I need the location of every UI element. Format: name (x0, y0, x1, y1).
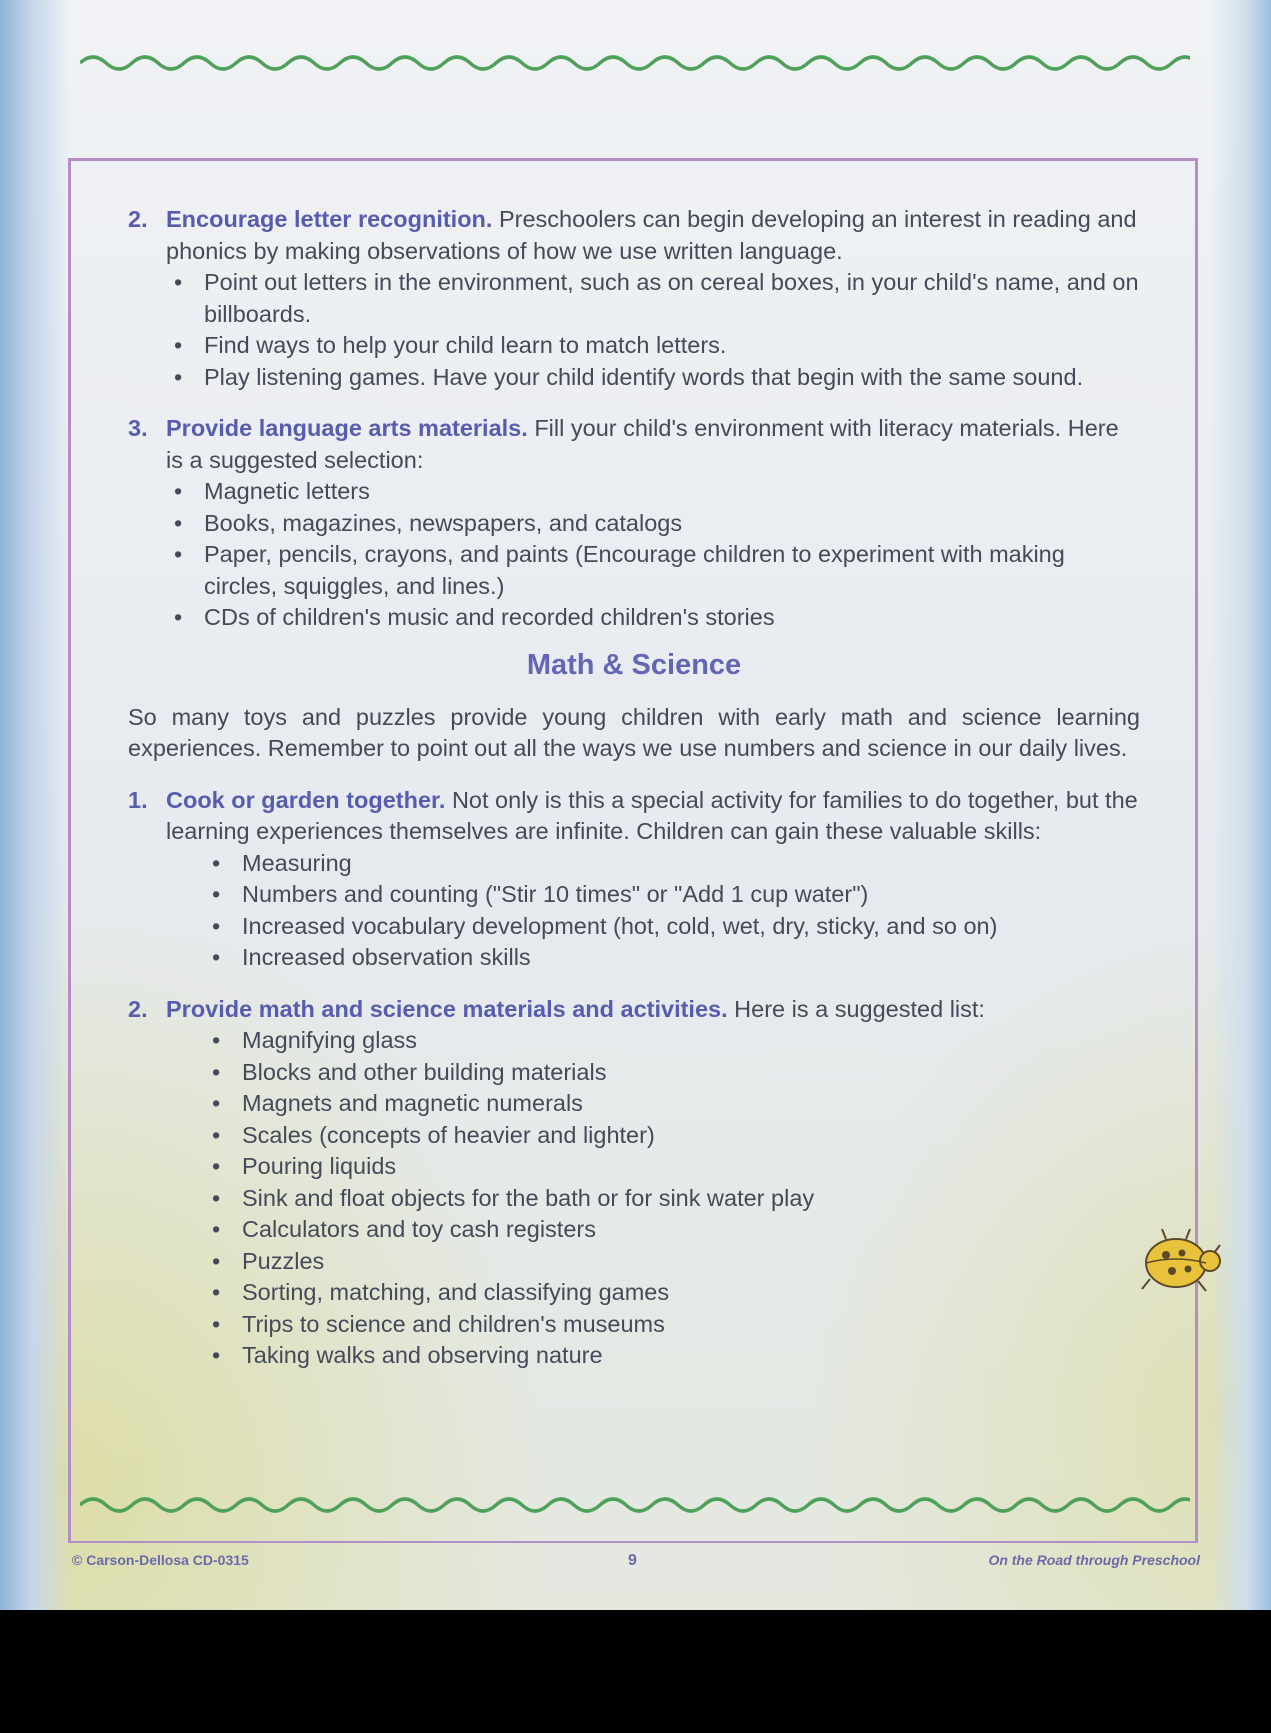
item-lead: Encourage letter recognition. (166, 206, 493, 232)
item-lead: Cook or garden together. (166, 786, 446, 813)
bullet-item: • Pouring liquids (212, 1153, 397, 1179)
list-item-letter-recognition (128, 204, 1140, 393)
bullet-item: • Increased observation skills (212, 944, 531, 970)
section-title: Math & Science (526, 648, 742, 681)
bullet-item: • Find ways to help your child learn to match letters. (174, 332, 727, 358)
list-item-cook-garden (128, 785, 1140, 974)
bullet-item: • Scales (concepts of heavier and lighter) (212, 1121, 655, 1148)
footer-page-number: 9 (628, 1552, 637, 1569)
footer-book-title: On the Road through Preschool (988, 1552, 1200, 1568)
bullet-list (166, 267, 1140, 393)
bullet-list (204, 848, 1140, 974)
page-footer (72, 1552, 1200, 1574)
item-lead: Provide language arts materials. (166, 415, 528, 441)
bullet-item: • CDs of children's music and recorded children's stories (174, 604, 775, 630)
wave-border-bottom (80, 1490, 1190, 1520)
bullet-item: • Magnifying glass (212, 1027, 418, 1053)
page-edge-left (0, 0, 70, 1610)
item-number: 2. (128, 995, 148, 1022)
item-number: 1. (128, 786, 148, 813)
bullet-item: • Magnetic letters (174, 478, 370, 504)
bullet-item: • Magnets and magnetic numerals (212, 1090, 583, 1116)
wave-border-top (80, 48, 1190, 78)
bullet-list (204, 1025, 1140, 1372)
intro-paragraph: So many toys and puzzles provide young children with early math and science learning experiences. Remember to point out all the ways we use numbers and science in our daily lives. (128, 703, 1140, 761)
item-text: Not only is this a special activity for families to do together, but the learning experiences themselves are infinite. Children can gain these valuable skills: (166, 786, 1138, 844)
bullet-item: • Point out letters in the environment, such as on cereal boxes, in your child's name, and on billboards. (174, 269, 1139, 327)
bullet-item: • Increased vocabulary development (hot, cold, wet, dry, sticky, and so on) (212, 912, 998, 939)
footer-copyright: © Carson-Dellosa CD-0315 (72, 1552, 249, 1568)
page-edge-right (1211, 0, 1271, 1610)
bullet-item: • Calculators and toy cash registers (212, 1216, 596, 1242)
bullet-item: • Play listening games. Have your child identify words that begin with the same sound. (174, 363, 1084, 390)
bullet-item: • Books, magazines, newspapers, and catalogs (174, 509, 683, 536)
bullet-item: • Puzzles (212, 1247, 325, 1274)
bullet-item: • Sorting, matching, and classifying games (212, 1279, 670, 1305)
bullet-item: • Sink and float objects for the bath or for sink water play (212, 1184, 815, 1211)
bullet-item: • Blocks and other building materials (212, 1058, 607, 1085)
item-text: Fill your child's environment with literacy materials. Here is a suggested selection: (166, 415, 1119, 473)
list-item-math-materials (128, 994, 1140, 1372)
content (128, 204, 1140, 1372)
bullet-item: • Measuring (212, 849, 352, 876)
item-text: Preschoolers can begin developing an interest in reading and phonics by making observations of how we use written language. (166, 206, 1137, 264)
bullet-item: • Taking walks and observing nature (212, 1342, 603, 1368)
list-item-language-arts (128, 413, 1140, 634)
ladybug-illustration (1136, 1225, 1222, 1297)
item-text: Here is a suggested list: (727, 995, 985, 1022)
bullet-item: • Trips to science and children's museums (212, 1310, 665, 1337)
item-number: 3. (128, 415, 148, 441)
bullet-list (166, 476, 1140, 634)
item-lead: Provide math and science materials and activities. (166, 995, 728, 1022)
bullet-item: • Paper, pencils, crayons, and paints (Encourage children to experiment with making circles, squiggles, and lines.) (174, 541, 1065, 599)
item-number: 2. (128, 206, 148, 232)
bullet-item: • Numbers and counting ("Stir 10 times" or "Add 1 cup water") (212, 881, 869, 907)
